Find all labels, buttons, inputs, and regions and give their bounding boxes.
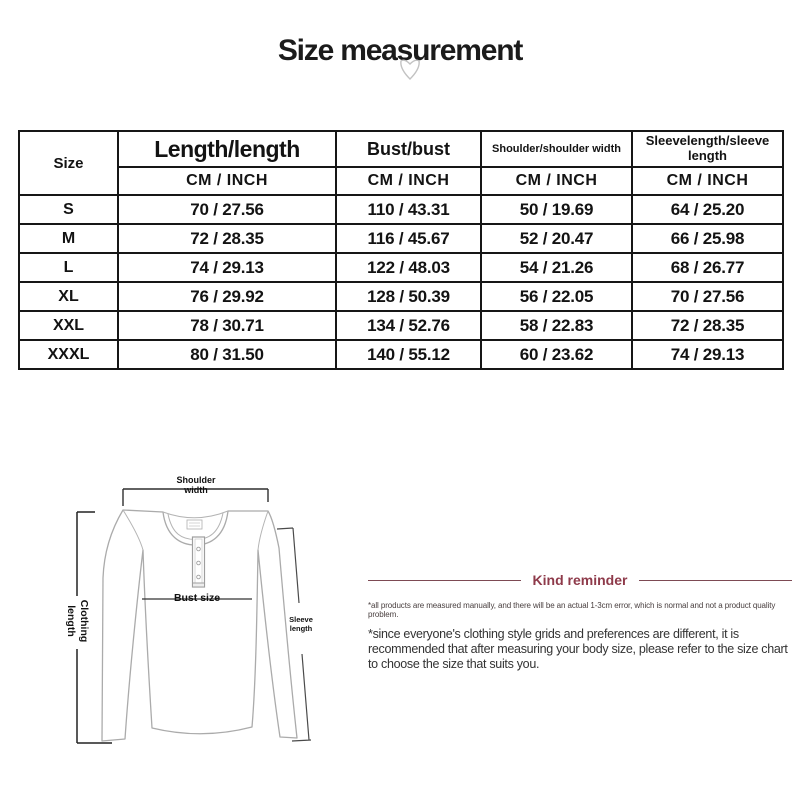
length-cell: 74 / 29.13 [118, 253, 336, 282]
size-cell: XL [19, 282, 118, 311]
length-cell: 76 / 29.92 [118, 282, 336, 311]
sleeve-cell: 64 / 25.20 [632, 195, 783, 224]
divider-line [639, 580, 792, 581]
table-row [19, 282, 783, 311]
sleeve-cell: 70 / 27.56 [632, 282, 783, 311]
heart-outline-icon [397, 58, 425, 84]
table-row [19, 340, 783, 369]
size-cell: M [19, 224, 118, 253]
column-header-shoulder: Shoulder/shoulder width [481, 131, 632, 167]
bust-size-label: Bust size [173, 592, 221, 604]
column-header-length: Length/length [118, 131, 336, 167]
bust-cell: 122 / 48.03 [336, 253, 481, 282]
bust-cell: 116 / 45.67 [336, 224, 481, 253]
long-sleeve-henley-shirt-icon [55, 450, 375, 770]
size-cell: L [19, 253, 118, 282]
bust-cell: 128 / 50.39 [336, 282, 481, 311]
unit-label: CM / INCH [632, 167, 783, 195]
unit-label: CM / INCH [481, 167, 632, 195]
size-measurement-table [18, 130, 784, 370]
bust-cell: 140 / 55.12 [336, 340, 481, 369]
units-row [19, 167, 783, 195]
length-cell: 78 / 30.71 [118, 311, 336, 340]
length-cell: 72 / 28.35 [118, 224, 336, 253]
size-advice-note: *since everyone's clothing style grids and preferences are different, it is recommended that after measuring your body size, please refer to the size chart to choose the size that suits you. [368, 627, 788, 671]
measurement-error-note: *all products are measured manually, and there will be an actual 1-3cm error, which is normal and not a product quality problem. [368, 601, 776, 619]
column-header-size: Size [19, 131, 118, 195]
column-header-bust: Bust/bust [336, 131, 481, 167]
sleeve-cell: 74 / 29.13 [632, 340, 783, 369]
size-cell: S [19, 195, 118, 224]
length-cell: 80 / 31.50 [118, 340, 336, 369]
bust-cell: 134 / 52.76 [336, 311, 481, 340]
shoulder-cell: 50 / 19.69 [481, 195, 632, 224]
clothing-length-label: Clothing length [65, 599, 90, 643]
unit-label: CM / INCH [118, 167, 336, 195]
sleeve-cell: 72 / 28.35 [632, 311, 783, 340]
table-row [19, 224, 783, 253]
shoulder-cell: 54 / 21.26 [481, 253, 632, 282]
table-row [19, 253, 783, 282]
bust-cell: 110 / 43.31 [336, 195, 481, 224]
shoulder-cell: 56 / 22.05 [481, 282, 632, 311]
column-header-sleeve: Sleevelength/sleeve length [632, 131, 783, 167]
shoulder-cell: 52 / 20.47 [481, 224, 632, 253]
shoulder-cell: 60 / 23.62 [481, 340, 632, 369]
sleeve-cell: 68 / 26.77 [632, 253, 783, 282]
length-cell: 70 / 27.56 [118, 195, 336, 224]
page-title: Size measurement [277, 34, 523, 67]
unit-label: CM / INCH [336, 167, 481, 195]
kind-reminder-section [368, 566, 792, 671]
sleeve-length-label: Sleeve length [289, 615, 313, 633]
sleeve-cell: 66 / 25.98 [632, 224, 783, 253]
size-cell: XXXL [19, 340, 118, 369]
kind-reminder-header [368, 572, 792, 588]
table-row [19, 195, 783, 224]
divider-line [368, 580, 521, 581]
size-cell: XXL [19, 311, 118, 340]
shoulder-cell: 58 / 22.83 [481, 311, 632, 340]
table-row [19, 311, 783, 340]
shoulder-width-label: Shoulder width [176, 475, 216, 496]
kind-reminder-title: Kind reminder [532, 572, 628, 588]
